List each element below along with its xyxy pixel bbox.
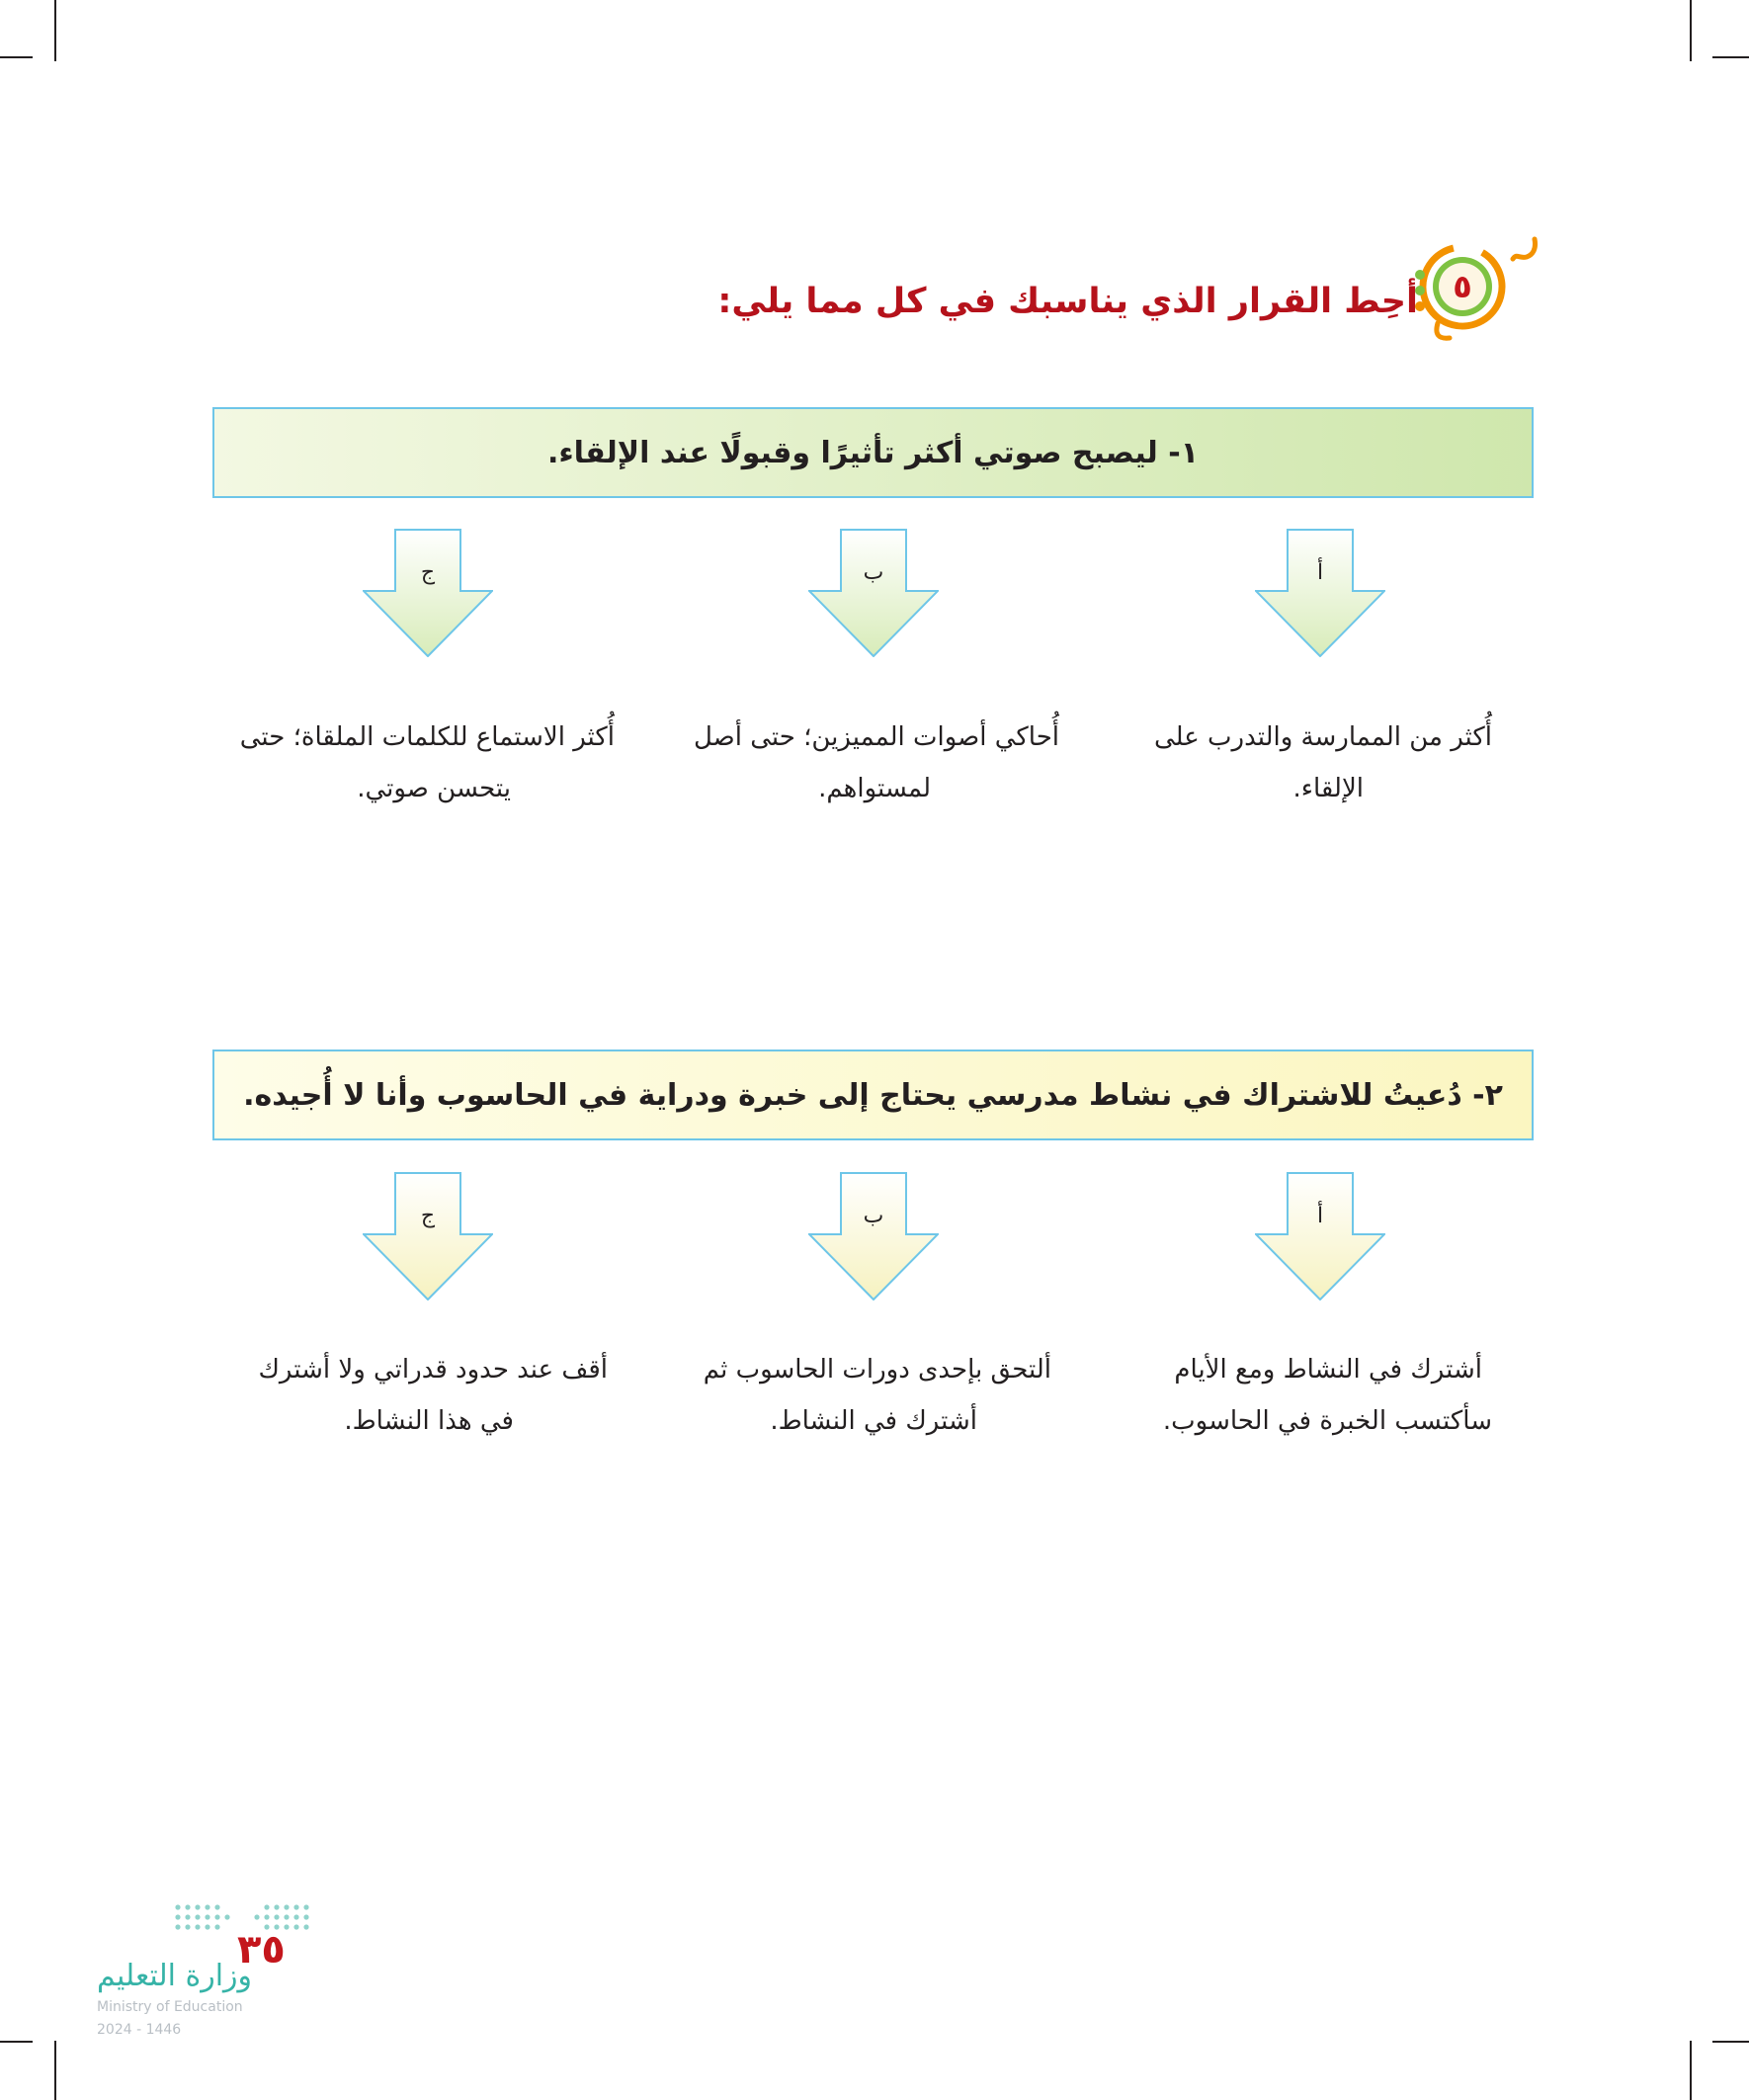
option-a-text[interactable]: أُكثر من الممارسة والتدرب على الإلقاء. — [1154, 722, 1492, 803]
crop-mark — [0, 2041, 33, 2043]
option-arrow-a[interactable] — [1255, 529, 1385, 657]
option-arrow-c[interactable] — [363, 1172, 493, 1301]
ministry-name-en: Ministry of Education — [97, 1999, 243, 2015]
option-arrow-c[interactable] — [363, 529, 493, 657]
question-1-box — [212, 407, 1534, 498]
option-letter: ج — [420, 560, 436, 585]
option-b-text[interactable]: أُحاكي أصوات المميزين؛ حتى أصل لمستواهم. — [693, 722, 1059, 803]
crop-mark — [1712, 2041, 1749, 2043]
option-letter: ب — [863, 560, 884, 585]
down-arrow-icon — [363, 529, 493, 657]
question-2-text: ٢- دُعيتُ للاشتراك في نشاط مدرسي يحتاج إلى خبرة ودراية في الحاسوب وأنا لا أُجيده. — [243, 1077, 1503, 1113]
crop-mark — [1712, 56, 1749, 58]
page-number: ٣٥ — [237, 1927, 286, 1973]
option-letter: ب — [863, 1204, 884, 1228]
crop-mark — [1690, 0, 1692, 61]
question-1-text: ١- ليصبح صوتي أكثر تأثيرًا وقبولًا عند الإلقاء. — [546, 435, 1200, 470]
option-b-text[interactable]: ألتحق بإحدى دورات الحاسوب ثم أشترك في النشاط. — [703, 1355, 1051, 1436]
exercise-number: ٥ — [1453, 268, 1472, 305]
question-2-box — [212, 1050, 1534, 1140]
down-arrow-icon — [1255, 529, 1385, 657]
option-letter: أ — [1316, 560, 1324, 585]
crop-mark — [54, 2041, 56, 2100]
option-arrow-b[interactable] — [808, 529, 939, 657]
down-arrow-icon — [808, 1172, 939, 1301]
option-letter: ج — [420, 1204, 436, 1228]
option-arrow-b[interactable] — [808, 1172, 939, 1301]
option-a-text[interactable]: أشترك في النشاط ومع الأيام سأكتسب الخبرة في الحاسوب. — [1162, 1355, 1492, 1436]
down-arrow-icon — [1255, 1172, 1385, 1301]
option-letter: أ — [1316, 1204, 1324, 1228]
edition-year: 2024 - 1446 — [97, 2022, 182, 2038]
exercise-title: أحِط القرار الذي يناسبك في كل مما يلي: — [717, 282, 1418, 321]
crop-mark — [0, 56, 33, 58]
option-arrow-a[interactable] — [1255, 1172, 1385, 1301]
option-c-text[interactable]: أُكثر الاستماع للكلمات الملقاة؛ حتى يتحسن صوتي. — [239, 722, 615, 803]
crop-mark — [1690, 2041, 1692, 2100]
crop-mark — [54, 0, 56, 61]
ministry-name-ar: وزارة التعليم — [97, 1959, 253, 1993]
option-c-text[interactable]: أقف عند حدود قدراتي ولا أشترك في هذا النشاط. — [258, 1355, 608, 1436]
down-arrow-icon — [808, 529, 939, 657]
down-arrow-icon — [363, 1172, 493, 1301]
